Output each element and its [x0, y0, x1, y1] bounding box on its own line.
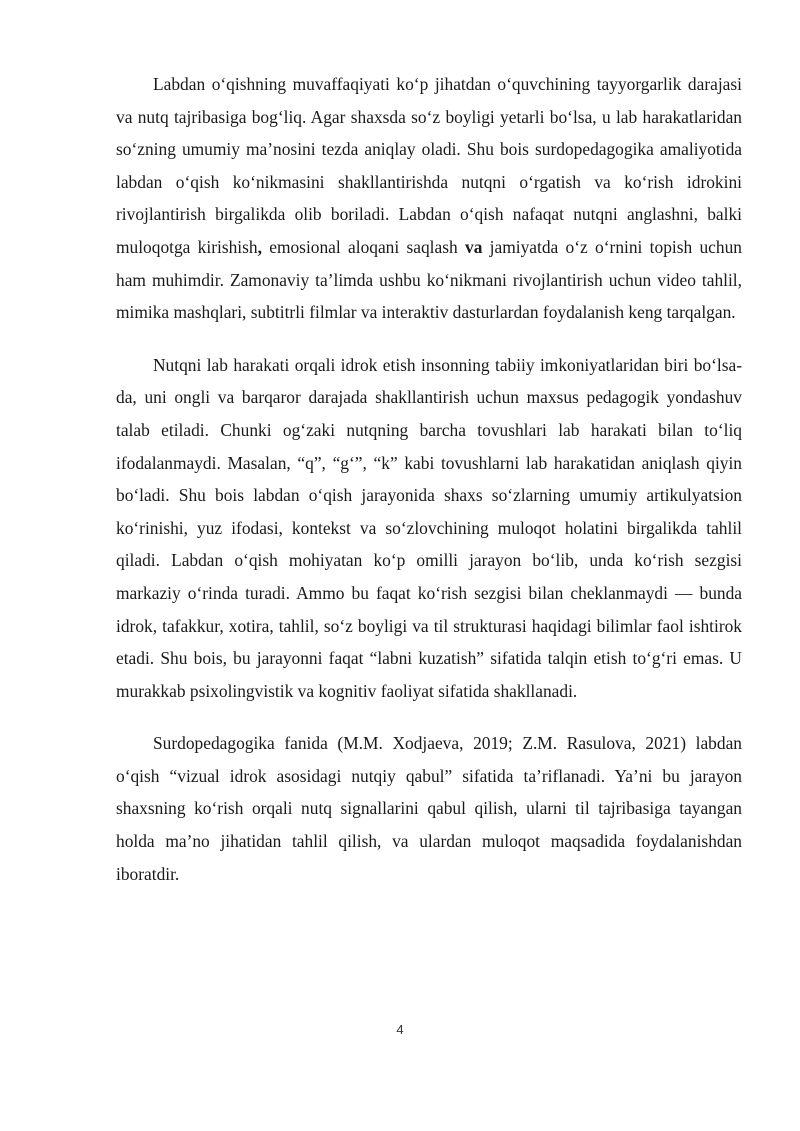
paragraph-3	[116, 727, 742, 890]
bold-text: ,	[257, 236, 262, 257]
document-page	[116, 68, 742, 910]
paragraph-text: Nutqni lab harakati orqali idrok etish insonning tabiiy imkoniyatlaridan biri bo‘lsa-da, uni ongli va barqaror darajada shakllantirish uchun maxsus pedagogik yondashuv talab etiladi. Chunki og‘zaki nutqning barcha tovushlari lab harakati bilan to‘liq ifodalanmaydi. Masalan, “q”, “g‘”, “k” kabi tovushlarni lab harakatidan aniqlash qiyin bo‘ladi. Shu bois labdan o‘qish jarayonida shaxs so‘zlarning umumiy artikulyatsion ko‘rinishi, yuz ifodasi, kontekst va so‘zlovchining muloqot holatini birgalikda tahlil qiladi. Labdan o‘qish mohiyatan ko‘p omilli jarayon bo‘lib, unda ko‘rish sezgisi markaziy o‘rinda turadi. Ammo bu faqat ko‘rish sezgisi bilan cheklanmaydi — bunda idrok, tafakkur, xotira, tahlil, so‘z boyligi va til strukturasi haqidagi bilimlar faol ishtirok etadi. Shu bois, bu jarayonni faqat “labni kuzatish” sifatida talqin etish to‘g‘ri emas. U murakkab psixolingvistik va kognitiv faoliyat sifatida shakllanadi.	[116, 354, 742, 701]
page-number: 4	[396, 1022, 404, 1037]
paragraph-text: jamiyatda o‘z o‘rnini topish uchun ham muhimdir. Zamonaviy ta’limda ushbu ko‘nikmani rivojlantirish uchun video tahlil, mimika mashqlari, subtitrli filmlar va interaktiv dasturlardan foydalanish keng tarqalgan.	[116, 236, 742, 323]
paragraph-text: emosional aloqani saqlash	[261, 236, 465, 257]
paragraph-text: Labdan o‘qishning muvaffaqiyati ko‘p jihatdan o‘quvchining tayyorgarlik darajasi va nutq tajribasiga bog‘liq. Agar shaxsda so‘z boyligi yetarli bo‘lsa, u lab harakatlaridan so‘zning umumiy ma’nosini tezda aniqlay oladi. Shu bois surdopedagogika amaliyotida labdan o‘qish ko‘nikmasini shakllantirishda nutqni o‘rgatish va ko‘rish idrokini rivojlantirish birgalikda olib boriladi. Labdan o‘qish nafaqat nutqni anglashni, balki muloqotga kirishish	[116, 74, 742, 257]
paragraph-text: Surdopedagogika fanida (M.M. Xodjaeva, 2019; Z.M. Rasulova, 2021) labdan o‘qish “vizual idrok asosidagi nutqiy qabul” sifatida ta’riflanadi. Ya’ni bu jarayon shaxsning ko‘rish orqali nutq signallarini qabul qilish, ularni til tajribasiga tayangan holda ma’no jihatidan tahlil qilish, va ulardan muloqot maqsadida foydalanishdan iboratdir.	[116, 733, 742, 884]
paragraph-2	[116, 349, 742, 708]
paragraph-1	[116, 68, 742, 329]
bold-text: va	[465, 236, 483, 257]
